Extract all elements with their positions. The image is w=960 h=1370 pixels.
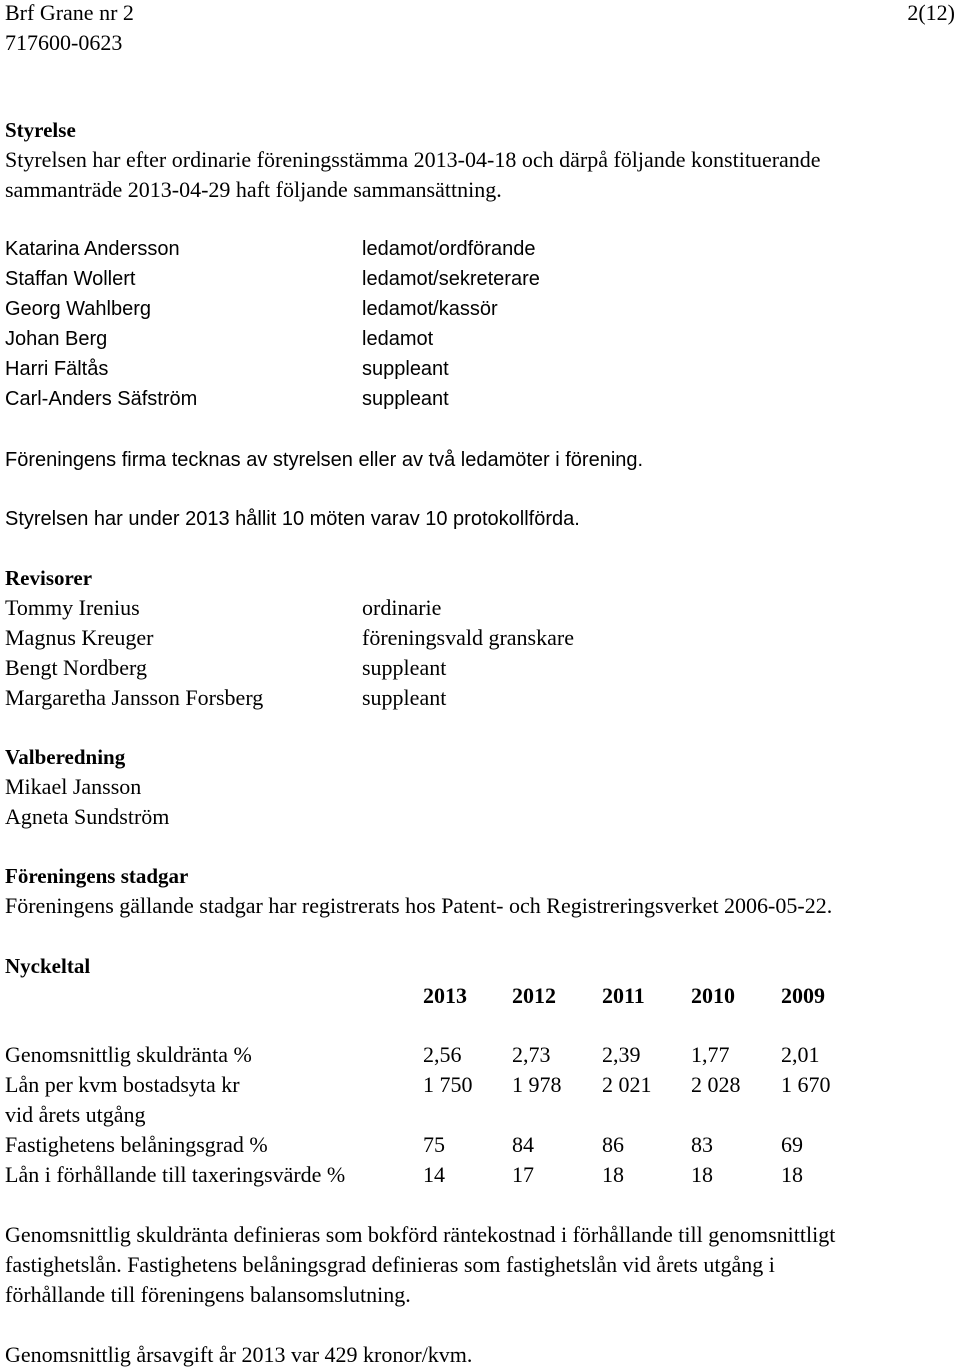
nyckeltal-row: [5, 1160, 955, 1190]
nyckeltal-year-header: [5, 981, 955, 1011]
definition-line: förhållande till föreningens balansomslutning.: [5, 1282, 411, 1307]
valberedning-member: Mikael Jansson: [5, 774, 142, 799]
member-name: Katarina Andersson: [5, 238, 180, 260]
member-role: ledamot/sekreterare: [362, 268, 540, 290]
row-value: 84: [512, 1132, 534, 1157]
styrelse-intro-line1: Styrelsen har efter ordinarie föreningsstämma 2013-04-18 och därpå följande konstituerande: [5, 147, 821, 172]
member-name: Johan Berg: [5, 328, 108, 350]
member-name: Georg Wahlberg: [5, 298, 151, 320]
member-name: Staffan Wollert: [5, 268, 136, 290]
styrelse-heading: Styrelse: [5, 118, 76, 142]
nyckeltal-row: [5, 1040, 955, 1070]
year-label: 2013: [423, 983, 467, 1008]
member-role: ledamot/kassör: [362, 298, 498, 320]
member-row: [5, 264, 955, 294]
revisor-role: suppleant: [362, 655, 447, 680]
row-label: Fastighetens belåningsgrad %: [5, 1132, 268, 1157]
stadgar-section: [5, 861, 955, 921]
arsavgift-line: Genomsnittlig årsavgift år 2013 var 429 kronor/kvm.: [5, 1342, 473, 1367]
definitions-text: [5, 1220, 955, 1310]
stadgar-text: Föreningens gällande stadgar har registrerats hos Patent- och Registreringsverket 2006-05-22.: [5, 893, 833, 918]
row-value: 83: [691, 1132, 713, 1157]
revisorer-section: [5, 563, 955, 713]
definition-line: fastighetslån. Fastighetens belåningsgrad definieras som fastighetslån vid årets utgång i: [5, 1252, 775, 1277]
revisor-name: Magnus Kreuger: [5, 625, 154, 650]
valberedning-heading: Valberedning: [5, 745, 126, 769]
revisor-row: [5, 653, 955, 683]
row-label-continued: vid årets utgång: [5, 1102, 146, 1127]
member-name: Carl-Anders Säfström: [5, 388, 198, 410]
org-number: 717600-0623: [5, 30, 123, 55]
revisor-row: [5, 623, 955, 653]
row-value: 1 978: [512, 1072, 562, 1097]
revisor-name: Tommy Irenius: [5, 595, 140, 620]
firma-line: Föreningens firma tecknas av styrelsen eller av två ledamöter i förening.: [5, 449, 644, 471]
member-role: ledamot/ordförande: [362, 238, 536, 260]
member-role: suppleant: [362, 388, 449, 410]
page-number: 2(12): [907, 0, 955, 25]
year-label: 2011: [602, 983, 645, 1008]
moten-text: [5, 504, 955, 534]
styrelse-section: [5, 115, 955, 205]
revisorer-heading: Revisorer: [5, 566, 93, 590]
row-value: 2 028: [691, 1072, 741, 1097]
member-role: ledamot: [362, 328, 434, 350]
row-value: 18: [781, 1162, 803, 1187]
nyckeltal-heading: Nyckeltal: [5, 954, 91, 978]
row-value: 1 750: [423, 1072, 473, 1097]
year-label: 2010: [691, 983, 735, 1008]
row-value: 1,77: [691, 1042, 730, 1067]
arsavgift-text: [5, 1340, 955, 1370]
row-value: 1 670: [781, 1072, 831, 1097]
nyckeltal-table: [5, 1040, 955, 1190]
row-value: 69: [781, 1132, 803, 1157]
member-row: [5, 354, 955, 384]
firma-text: [5, 445, 955, 475]
row-value: 17: [512, 1162, 534, 1187]
valberedning-section: [5, 742, 955, 832]
revisor-row: [5, 593, 955, 623]
nyckeltal-section: [5, 951, 955, 1011]
member-role: suppleant: [362, 358, 449, 380]
row-value: 2,56: [423, 1042, 462, 1067]
revisor-name: Margaretha Jansson Forsberg: [5, 685, 264, 710]
row-value: 2,01: [781, 1042, 820, 1067]
row-value: 14: [423, 1162, 445, 1187]
row-value: 86: [602, 1132, 624, 1157]
row-value: 18: [691, 1162, 713, 1187]
nyckeltal-row-continuation: [5, 1100, 955, 1130]
year-label: 2012: [512, 983, 556, 1008]
moten-line: Styrelsen har under 2013 hållit 10 möten varav 10 protokollförda.: [5, 508, 580, 530]
org-name: Brf Grane nr 2: [5, 0, 134, 25]
year-label: 2009: [781, 983, 825, 1008]
row-value: 2,73: [512, 1042, 551, 1067]
row-value: 75: [423, 1132, 445, 1157]
page-header: [5, 0, 955, 60]
member-row: [5, 234, 955, 264]
row-value: 2,39: [602, 1042, 641, 1067]
nyckeltal-row: [5, 1130, 955, 1160]
row-label: Lån i förhållande till taxeringsvärde %: [5, 1162, 346, 1187]
styrelse-members: [5, 234, 955, 414]
valberedning-member: Agneta Sundström: [5, 804, 170, 829]
member-row: [5, 294, 955, 324]
member-row: [5, 384, 955, 414]
stadgar-heading: Föreningens stadgar: [5, 864, 189, 888]
revisor-name: Bengt Nordberg: [5, 655, 147, 680]
nyckeltal-row: [5, 1070, 955, 1100]
row-label: Genomsnittlig skuldränta %: [5, 1042, 252, 1067]
revisor-role: föreningsvald granskare: [362, 625, 574, 650]
row-label: Lån per kvm bostadsyta kr: [5, 1072, 240, 1097]
definition-line: Genomsnittlig skuldränta definieras som bokförd räntekostnad i förhållande till genomsnittligt: [5, 1222, 836, 1247]
row-value: 2 021: [602, 1072, 652, 1097]
member-name: Harri Fältås: [5, 358, 109, 380]
revisor-row: [5, 683, 955, 713]
revisor-role: ordinarie: [362, 595, 442, 620]
styrelse-intro-line2: sammanträde 2013-04-29 haft följande sammansättning.: [5, 177, 502, 202]
revisor-role: suppleant: [362, 685, 447, 710]
member-row: [5, 324, 955, 354]
row-value: 18: [602, 1162, 624, 1187]
